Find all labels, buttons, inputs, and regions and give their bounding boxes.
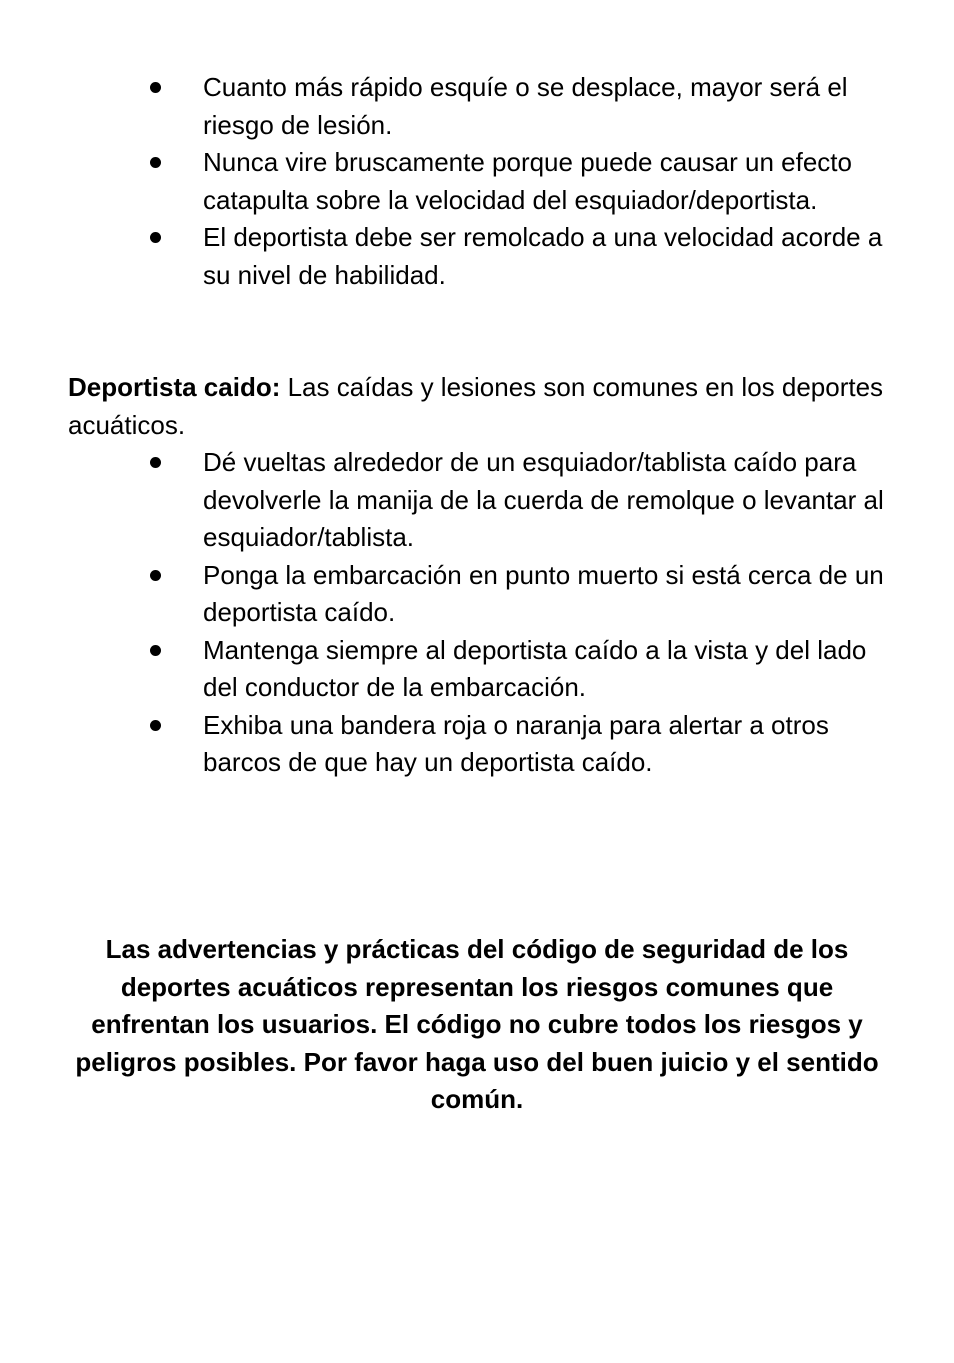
list-item-text: Dé vueltas alrededor de un esquiador/tablista caído para devolverle la manija de la cuerda de remolque o levantar al esquiador/tablista. <box>203 447 884 552</box>
list-item-text: El deportista debe ser remolcado a una velocidad acorde a su nivel de habilidad. <box>203 222 883 290</box>
bullet-icon <box>150 645 161 656</box>
list-item <box>0 69 954 144</box>
list-item-text: Cuanto más rápido esquíe o se desplace, mayor será el riesgo de lesión. <box>203 72 848 140</box>
list-item-text: Nunca vire bruscamente porque puede causar un efecto catapulta sobre la velocidad del esquiador/deportista. <box>203 147 852 215</box>
bullet-icon <box>150 720 161 731</box>
list-item-text: Exhiba una bandera roja o naranja para alertar a otros barcos de que hay un deportista caído. <box>203 709 829 777</box>
safety-disclaimer: Las advertencias y prácticas del código de seguridad de los deportes acuáticos representan los riesgos comunes que enfrentan los usuarios. El código no cubre todos los riesgos y peligros posibles. Por favor haga uso del buen juicio y el sentido común. <box>75 934 879 1114</box>
bullet-icon <box>150 157 161 168</box>
bullet-icon <box>150 457 161 468</box>
list-item <box>0 144 954 219</box>
list-item <box>0 632 954 707</box>
speed-safety-list <box>0 69 954 294</box>
list-item-text: Mantenga siempre al deportista caído a la vista y del lado del conductor de la embarcación. <box>203 634 867 702</box>
section-intro: Las caídas y lesiones son comunes en los deportes acuáticos. <box>68 372 884 440</box>
bullet-icon <box>150 232 161 243</box>
bullet-icon <box>150 570 161 581</box>
bullet-icon <box>150 82 161 93</box>
list-item <box>0 707 954 782</box>
section-heading: Deportista caido: <box>68 372 281 402</box>
list-item <box>0 557 954 632</box>
fallen-athlete-paragraph <box>68 369 888 444</box>
list-item <box>0 444 954 557</box>
fallen-athlete-list <box>0 444 954 782</box>
list-item-text: Ponga la embarcación en punto muerto si está cerca de un deportista caído. <box>203 559 884 627</box>
list-item <box>0 219 954 294</box>
